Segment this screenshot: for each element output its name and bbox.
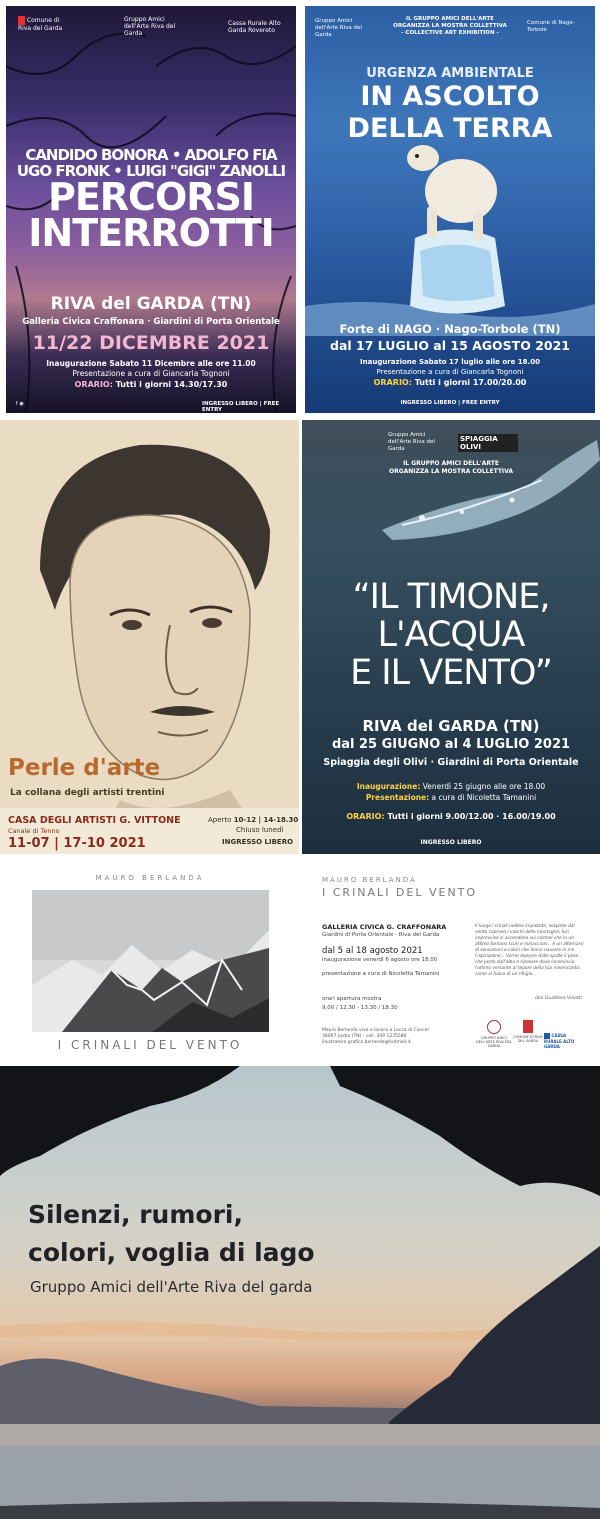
hours: 9.00 / 12.30 - 13.30 / 18.30 [322, 1005, 398, 1011]
poster-perle-d-arte [0, 420, 299, 854]
hours-label: orari apertura mostra [322, 996, 382, 1002]
header [385, 16, 515, 37]
quote: Il lungo i crinali nebbie impazzite, sospinte dal vento coprono i valichi delle montagne; luci improvvise si accendono sui costoni che in un attimo tornano scuri e minacciosi... è un alternarsi di sensazioni e colori che fanno nascere in me l'ispirazione... Vorrei deporre dalle spalle il peso che porto dall'alba e riposare dove incomincia l'ultimo versante al tepore della tua misericordia come al fuoco di un rifugio. [475, 924, 584, 977]
contact [322, 1028, 429, 1046]
social-links [16, 401, 24, 407]
artist-right: MAURO BERLANDA [322, 876, 417, 884]
contact-line-2: 38067 Ledro (TN) - cell. 349 1275586 [322, 1034, 407, 1039]
hours-label: ORARIO: [346, 812, 385, 821]
artist-fronk: UGO FRONK [16, 162, 110, 180]
title-line-1: “IL TIMONE, [352, 577, 550, 617]
bank-logo [544, 1033, 584, 1049]
entry: INGRESSO LIBERO | FREE ENTRY [400, 400, 500, 406]
title: Perle d'arte [8, 755, 161, 781]
dates: 11/22 DICEMBRE 2021 [32, 332, 270, 354]
opening-hours [208, 816, 298, 824]
place: Canale di Tenno [8, 827, 60, 835]
venue-sub: Giardini di Porta Orientale - Riva del Garda [322, 932, 440, 938]
entry: INGRESSO LIBERO | FREE ENTRY [202, 401, 280, 413]
contact-line-1: Mauro Berlanda vive e lavora a Locca di Concei [322, 1028, 429, 1033]
entry: INGRESSO LIBERO [420, 839, 482, 846]
dates: dal 5 al 18 agosto 2021 [322, 946, 423, 956]
inauguration [302, 782, 600, 791]
hours-value: Tutti i giorni 14.30/17.30 [115, 380, 228, 389]
bank-logo [228, 20, 290, 34]
group-logo: Gruppo Amici dell'Arte Riva del Garda [315, 18, 362, 38]
title-line-3: E IL VENTO” [350, 653, 552, 693]
header-line-1: IL GRUPPO AMICI DELL'ARTE [403, 460, 499, 467]
contact-line-3: illustratore.grafico.berlanda@hotmail.it [322, 1040, 411, 1045]
header-line-3: - COLLECTIVE ART EXHIBITION - [401, 30, 499, 36]
venue-text: Forte di NAGO · Nago-Torbole (TN) [339, 322, 561, 336]
poster-i-crinali-del-vento [0, 860, 600, 1065]
group-logo [476, 1020, 512, 1048]
venue: GALLERIA CIVICA G. CRAFFONARA [322, 923, 447, 931]
open-hours: 10-12 | 14-18.30 [233, 816, 299, 824]
closed-day: Chiuso lunedì [236, 826, 284, 834]
presentation: presentazione a cura di Nicoletta Tamanini [322, 971, 440, 977]
logo-left-label: Comune di Riva del Garda [18, 17, 63, 32]
city: RIVA del GARDA (TN) [50, 294, 252, 314]
poster-silenzi-rumori [0, 1066, 600, 1519]
artists-line-2: UGO FRONK • LUIGI "GIGI" ZANOLLI [16, 162, 286, 180]
dates: dal 17 LUGLIO al 15 AGOSTO 2021 [330, 338, 570, 353]
title-line-1: IN ASCOLTO [360, 81, 540, 112]
water-splash-illustration [302, 420, 600, 580]
title-line-1: PERCORSI [47, 175, 255, 219]
logo-right-label: Cassa Rurale Alto Garda Rovereto [228, 20, 281, 34]
dates: 11-07 | 17-10 2021 [8, 836, 146, 851]
hours [305, 378, 595, 387]
header-line-2: ORGANIZZA LA MOSTRA COLLETTIVA [393, 23, 507, 29]
header-line-2: ORGANIZZA LA MOSTRA COLLETTIVA [388, 468, 514, 475]
artists-line-1: CANDIDO BONORA • ADOLFO FIA [25, 146, 277, 164]
curator: Presentazione a cura di Giancarla Tognoni [376, 368, 524, 376]
venue: Spiaggia degli Olivi · Giardini di Porta Orientale [323, 757, 579, 768]
title-line-2: INTERROTTI [28, 211, 274, 255]
mountain-painting [32, 890, 269, 1032]
venue: CASA DEGLI ARTISTI G. VITTONE [8, 815, 181, 826]
title-line-2: colori, voglia di lago [28, 1238, 315, 1267]
subtitle: Gruppo Amici dell'Arte Riva del garda [30, 1278, 313, 1296]
logo-center-label: Gruppo Amici dell'Arte Riva del Garda [124, 16, 176, 37]
artist-bonora: CANDIDO BONORA [25, 146, 168, 164]
web-icon: ◉ [19, 401, 24, 407]
dates: dal 25 GIUGNO al 4 LUGLIO 2021 [331, 737, 571, 752]
artist-fia: ADOLFO FIA [184, 146, 277, 164]
hours-label: ORARIO: [373, 378, 412, 387]
header-line-1: IL GRUPPO AMICI DELL'ARTE [406, 16, 494, 22]
logo1-label: GRUPPO AMICI DELL'ARTE RIVA DEL GARDA [476, 1036, 512, 1048]
hours-value: Tutti i giorni 17.00/20.00 [414, 378, 527, 387]
group-logo [124, 16, 184, 37]
city: RIVA del GARDA (TN) [362, 717, 540, 735]
artist-left: MAURO BERLANDA [95, 874, 205, 882]
title-line-2: L'ACQUA [377, 615, 525, 655]
inauguration-value: Venerdì 25 giugno alle ore 18.00 [422, 782, 546, 791]
town-logo: Comune di Nago-Torbole [527, 20, 575, 33]
presentation-value: a cura di Nicoletta Tamanini [431, 793, 537, 802]
artist-zanolli: LUIGI "GIGI" ZANOLLI [126, 162, 286, 180]
group-logo: Gruppo Amici dell'Arte Riva del Garda [388, 432, 435, 452]
inauguration: Inaugurazione Sabato 11 Dicembre alle ore 11.00 [46, 359, 256, 368]
city-crest-icon [523, 1020, 533, 1033]
partner-logo: SPIAGGIA OLIVI [458, 434, 518, 452]
title-left: I CRINALI DEL VENTO [57, 1038, 243, 1052]
presentation [302, 793, 600, 802]
title-right: I CRINALI DEL VENTO [322, 886, 478, 899]
quote-author: don Gualtiero Vinotti [535, 996, 582, 1001]
city-crest-logo [18, 16, 66, 32]
header [302, 460, 600, 476]
hours [6, 380, 296, 389]
hours-value: Tutti i giorni 9.00/12.00 · 16.00/19.00 [387, 812, 556, 821]
kicker: URGENZA AMBIENTALE [366, 66, 534, 81]
logo2-label: COMUNE DI RIVA DEL GARDA [513, 1035, 543, 1043]
curator: Presentazione a cura di Giancarla Tognoni [72, 369, 230, 378]
entry: INGRESSO LIBERO [222, 838, 294, 846]
city-crest-icon [18, 16, 25, 25]
presentation-label: Presentazione: [365, 793, 430, 802]
facebook-icon: f [16, 401, 18, 407]
poster-in-ascolto-della-terra [305, 6, 595, 413]
title-line-2: DELLA TERRA [347, 113, 553, 144]
hours [302, 812, 600, 821]
subtitle: La collana degli artisti trentini [10, 788, 165, 798]
poster-percorsi-interrotti [6, 6, 296, 413]
title-line-1: Silenzi, rumori, [28, 1200, 243, 1229]
venue [305, 322, 595, 336]
inauguration-label: Inaugurazione: [356, 782, 421, 791]
poster-il-timone [302, 420, 600, 854]
inauguration: Inaugurazione Sabato 17 luglio alle ore 18.00 [360, 358, 540, 366]
open-label: Aperto [208, 816, 232, 824]
hours-label: ORARIO: [74, 380, 113, 389]
venue: Galleria Civica Craffonara · Giardini di Porta Orientale [22, 317, 280, 327]
inauguration: inaugurazione venerdì 6 agosto ore 18.00 [322, 957, 438, 963]
city-logo [512, 1020, 544, 1043]
logo3-label: CASSA RURALE ALTO GARDA [544, 1033, 575, 1049]
group-logo-icon [487, 1020, 501, 1034]
